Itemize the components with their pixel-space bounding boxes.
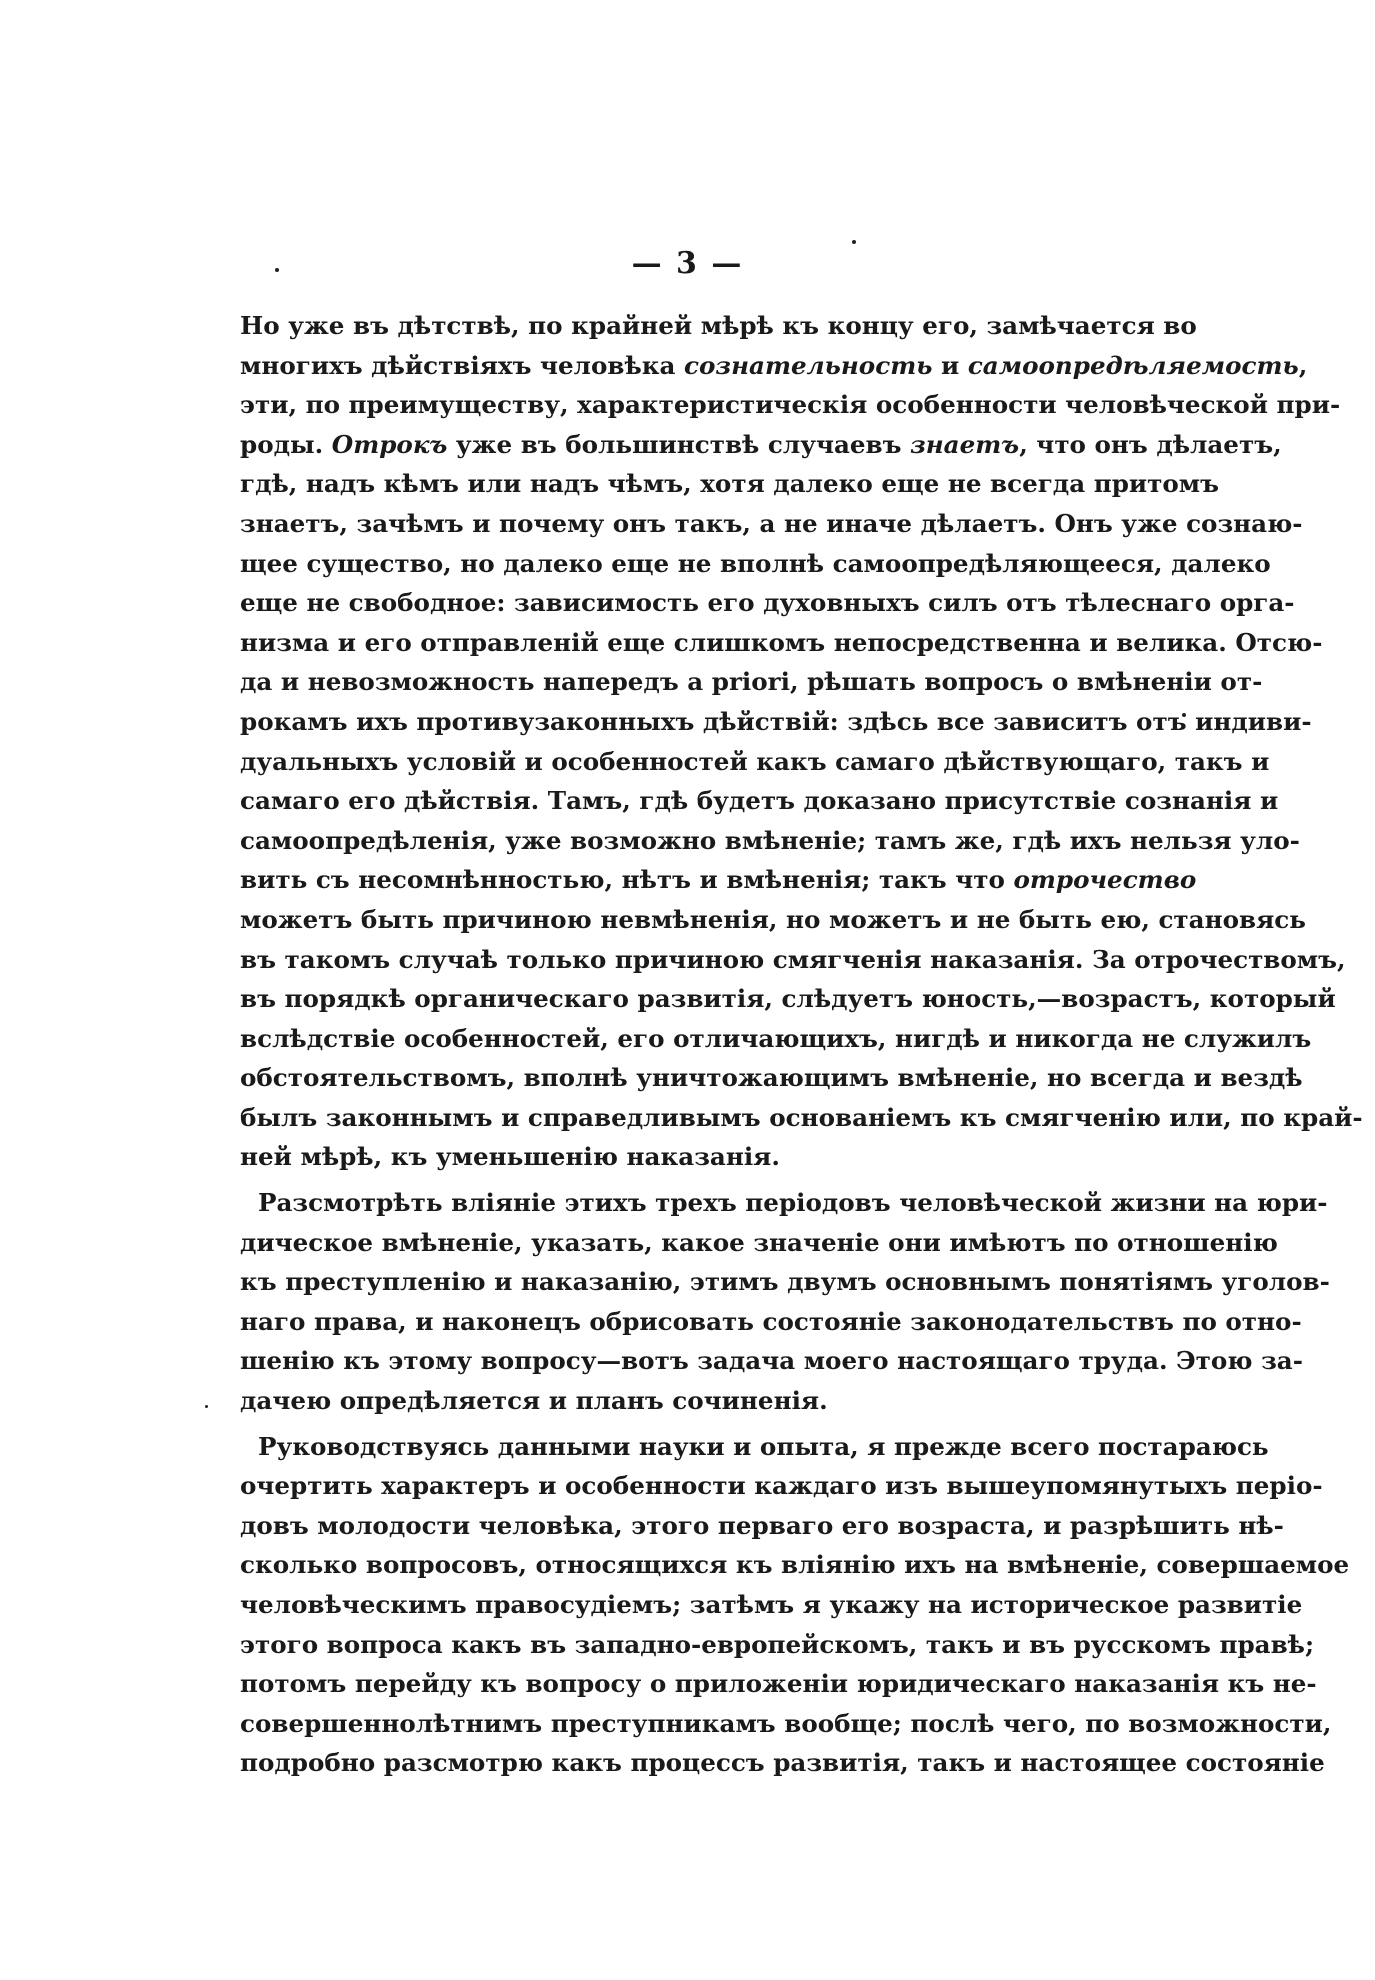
text-line bbox=[240, 860, 1197, 900]
text-line bbox=[240, 1664, 1317, 1704]
text-line bbox=[240, 1183, 1328, 1223]
text-line bbox=[240, 306, 1197, 346]
text-line bbox=[240, 702, 1312, 742]
text-run: потомъ перейду къ вопросу о приложеніи юридическаго наказанія къ не- bbox=[240, 1669, 1317, 1699]
text-run: въ такомъ случаѣ только причиною смягченія наказанія. За отрочествомъ, bbox=[240, 944, 1346, 974]
text-line bbox=[240, 623, 1323, 663]
text-run: этого вопроса какъ въ западно-европейскомъ, такъ и въ русскомъ правѣ; bbox=[240, 1629, 1315, 1659]
text-run: низма и его отправленій еще слишкомъ непосредственна и велика. Отсю- bbox=[240, 627, 1323, 657]
text-run: Но уже въ дѣтствѣ, по крайней мѣрѣ къ концу его, замѣчается во bbox=[240, 311, 1197, 340]
print-speck bbox=[205, 1405, 208, 1408]
text-line bbox=[240, 781, 1279, 821]
text-run: можетъ быть причиною невмѣненія, но можетъ и не быть ею, становясь bbox=[240, 904, 1306, 934]
text-run: щее существо, но далеко еще не вполнѣ самоопредѣляющееся, далеко bbox=[240, 548, 1271, 578]
text-run: , bbox=[1298, 350, 1308, 380]
text-run: уже въ большинствѣ случаевъ bbox=[447, 429, 911, 459]
text-line bbox=[240, 742, 1270, 782]
text-line bbox=[240, 464, 1220, 504]
text-run: дачею опредѣляется и планъ сочиненія. bbox=[240, 1386, 828, 1416]
text-line bbox=[240, 1098, 1363, 1138]
paragraph bbox=[240, 1427, 1350, 1783]
text-run: къ преступленію и наказанію, этимъ двумъ основнымъ понятіямъ уголов- bbox=[240, 1267, 1330, 1297]
italic-term: самоопредѣляемость bbox=[967, 350, 1299, 380]
text-line bbox=[240, 1341, 1303, 1381]
text-run: еще не свободное: зависимость его духовныхъ силъ отъ тѣлеснаго орга- bbox=[240, 588, 1295, 618]
text-line bbox=[240, 662, 1263, 702]
text-line bbox=[240, 1381, 1168, 1421]
text-line bbox=[240, 1506, 1284, 1546]
text-run: совершеннолѣтнимъ преступникамъ вообще; послѣ чего, по возможности, bbox=[240, 1708, 1332, 1738]
text-run: въ порядкѣ органическаго развитія, слѣдуетъ юность,—возрастъ, который bbox=[240, 984, 1336, 1014]
text-run: ней мѣрѣ, къ уменьшенію наказанія. bbox=[240, 1142, 780, 1172]
text-line bbox=[240, 940, 1346, 980]
text-line bbox=[240, 979, 1336, 1019]
text-run: былъ законнымъ и справедливымъ основаніемъ къ смягченію или, по край- bbox=[240, 1102, 1363, 1132]
text-run: самаго его дѣйствія. Тамъ, гдѣ будетъ доказано присутствіе сознанія и bbox=[240, 786, 1279, 816]
text-line bbox=[240, 544, 1271, 584]
text-run: гдѣ, надъ кѣмъ или надъ чѣмъ, хотя далеко еще не всегда притомъ bbox=[240, 469, 1220, 499]
text-line bbox=[240, 821, 1300, 861]
text-line bbox=[240, 385, 1341, 425]
text-run: , что онъ дѣлаетъ, bbox=[1019, 429, 1282, 459]
text-line bbox=[240, 504, 1303, 544]
text-run: очертить характеръ и особенности каждаго изъ вышеупомянутыхъ періо- bbox=[240, 1471, 1323, 1501]
text-run: сколько вопросовъ, относящихся къ вліянію ихъ на вмѣненіе, совершаемое bbox=[240, 1550, 1350, 1580]
text-line bbox=[240, 425, 1282, 465]
text-line bbox=[240, 583, 1295, 623]
text-run: Руководствуясь данными науки и опыта, я прежде всего постараюсь bbox=[258, 1431, 1269, 1461]
text-run: дуальныхъ условій и особенностей какъ самаго дѣйствующаго, такъ и bbox=[240, 746, 1270, 776]
text-line bbox=[240, 900, 1306, 940]
text-run: и bbox=[932, 350, 968, 380]
text-line bbox=[240, 1466, 1323, 1506]
text-run: шенію къ этому вопросу—вотъ задача моего настоящаго труда. Этою за- bbox=[240, 1346, 1303, 1376]
text-line bbox=[240, 1223, 1278, 1263]
text-run: вслѣдствіе особенностей, его отличающихъ, нигдѣ и никогда не служилъ bbox=[240, 1023, 1312, 1053]
paragraph bbox=[240, 1183, 1330, 1421]
text-run: рокамъ ихъ противузаконныхъ дѣйствій: здѣсь все зависитъ отъ индиви- bbox=[240, 706, 1312, 736]
italic-term: сознательность bbox=[684, 350, 933, 380]
text-run: подробно разсмотрю какъ процессъ развитія, такъ и настоящее состояніе bbox=[240, 1748, 1325, 1778]
text-line bbox=[240, 1137, 1168, 1177]
text-line bbox=[240, 1704, 1332, 1744]
text-run: знаетъ, зачѣмъ и почему онъ такъ, а не иначе дѣлаетъ. Онъ уже сознаю- bbox=[240, 508, 1303, 538]
text-run: да и невозможность напередъ a priori, рѣшать вопросъ о вмѣненіи от- bbox=[240, 667, 1263, 697]
text-line bbox=[240, 1302, 1302, 1342]
italic-term: знаетъ bbox=[910, 429, 1020, 459]
body-text bbox=[240, 306, 1363, 1783]
text-run: эти, по преимуществу, характеристическія особенности человѣческой при- bbox=[240, 390, 1341, 420]
text-line bbox=[240, 1427, 1269, 1467]
page-number: — 3 — bbox=[631, 246, 744, 281]
text-line bbox=[240, 1585, 1303, 1625]
text-run: наго права, и наконецъ обрисовать состояніе законодательствъ по отно- bbox=[240, 1306, 1302, 1336]
text-run: дическое вмѣненіе, указать, какое значеніе они имѣютъ по отношенію bbox=[240, 1227, 1278, 1257]
italic-term: отрочество bbox=[1013, 865, 1197, 895]
text-run: роды. bbox=[240, 429, 332, 459]
text-line bbox=[240, 1743, 1325, 1783]
print-speck bbox=[852, 240, 856, 244]
text-line bbox=[240, 1545, 1350, 1585]
text-run: самоопредѣленія, уже возможно вмѣненіе; тамъ же, гдѣ ихъ нельзя уло- bbox=[240, 825, 1300, 855]
text-line bbox=[240, 1058, 1303, 1098]
text-line bbox=[240, 1625, 1315, 1665]
text-line bbox=[240, 1019, 1312, 1059]
text-run: Разсмотрѣть вліяніе этихъ трехъ періодовъ человѣческой жизни на юри- bbox=[258, 1188, 1328, 1218]
paragraph bbox=[240, 306, 1363, 1177]
text-line bbox=[240, 1262, 1330, 1302]
text-run: человѣческимъ правосудіемъ; затѣмъ я укажу на историческое развитіе bbox=[240, 1590, 1303, 1619]
text-run: многихъ дѣйствіяхъ человѣка bbox=[240, 350, 685, 380]
italic-term: Отрокъ bbox=[331, 429, 448, 459]
text-run: довъ молодости человѣка, этого перваго его возраста, и разрѣшить нѣ- bbox=[240, 1510, 1284, 1540]
text-line bbox=[240, 346, 1308, 386]
text-run: обстоятельствомъ, вполнѣ уничтожающимъ вмѣненіе, но всегда и вездѣ bbox=[240, 1063, 1303, 1093]
text-run: вить съ несомнѣнностью, нѣтъ и вмѣненія; такъ что bbox=[240, 865, 1014, 895]
